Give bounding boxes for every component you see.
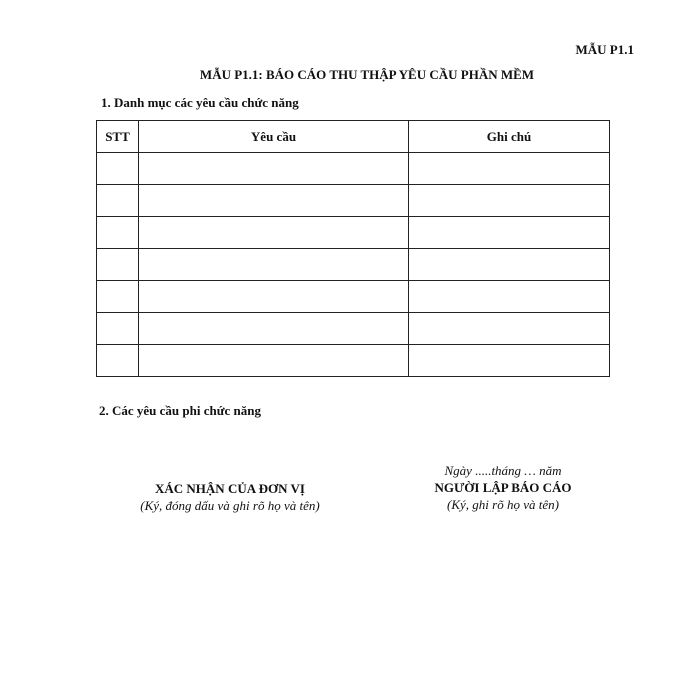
unit-confirmation-title: XÁC NHẬN CỦA ĐƠN VỊ bbox=[155, 481, 305, 496]
cell-requirement bbox=[139, 281, 409, 313]
column-header-note: Ghi chú bbox=[409, 121, 610, 153]
cell-stt bbox=[97, 217, 139, 249]
section-2-heading: 2. Các yêu cầu phi chức năng bbox=[99, 403, 262, 418]
reporter-title: NGƯỜI LẬP BÁO CÁO bbox=[434, 480, 572, 495]
cell-requirement bbox=[139, 345, 409, 377]
cell-stt bbox=[97, 281, 139, 313]
table-row bbox=[97, 249, 610, 281]
reporter-note: (Ký, ghi rõ họ và tên) bbox=[447, 497, 559, 512]
cell-stt bbox=[97, 313, 139, 345]
cell-requirement bbox=[139, 313, 409, 345]
cell-requirement bbox=[139, 185, 409, 217]
cell-stt bbox=[97, 345, 139, 377]
unit-confirmation-block bbox=[110, 481, 350, 514]
section-1-heading: 1. Danh mục các yêu cầu chức năng bbox=[101, 95, 299, 110]
cell-stt bbox=[97, 153, 139, 185]
cell-note bbox=[409, 153, 610, 185]
unit-confirmation-note: (Ký, đóng dấu và ghi rõ họ và tên) bbox=[140, 498, 320, 513]
cell-note bbox=[409, 249, 610, 281]
reporter-signature-block bbox=[396, 463, 610, 513]
cell-note bbox=[409, 185, 610, 217]
table-row bbox=[97, 185, 610, 217]
cell-note bbox=[409, 345, 610, 377]
cell-requirement bbox=[139, 153, 409, 185]
table-row bbox=[97, 345, 610, 377]
table-row bbox=[97, 281, 610, 313]
form-code: MẪU P1.1 bbox=[575, 42, 634, 57]
functional-requirements-table bbox=[96, 120, 610, 377]
cell-stt bbox=[97, 185, 139, 217]
table-row bbox=[97, 313, 610, 345]
cell-stt bbox=[97, 249, 139, 281]
cell-requirement bbox=[139, 217, 409, 249]
cell-note bbox=[409, 313, 610, 345]
date-line: Ngày .....tháng … năm bbox=[444, 463, 562, 478]
table-header-row bbox=[97, 121, 610, 153]
cell-requirement bbox=[139, 249, 409, 281]
table-row bbox=[97, 153, 610, 185]
column-header-stt: STT bbox=[97, 121, 139, 153]
table-row bbox=[97, 217, 610, 249]
column-header-requirement: Yêu cầu bbox=[139, 121, 409, 153]
cell-note bbox=[409, 217, 610, 249]
document-title: MẪU P1.1: BÁO CÁO THU THẬP YÊU CẦU PHẦN MỀM bbox=[199, 67, 535, 82]
cell-note bbox=[409, 281, 610, 313]
